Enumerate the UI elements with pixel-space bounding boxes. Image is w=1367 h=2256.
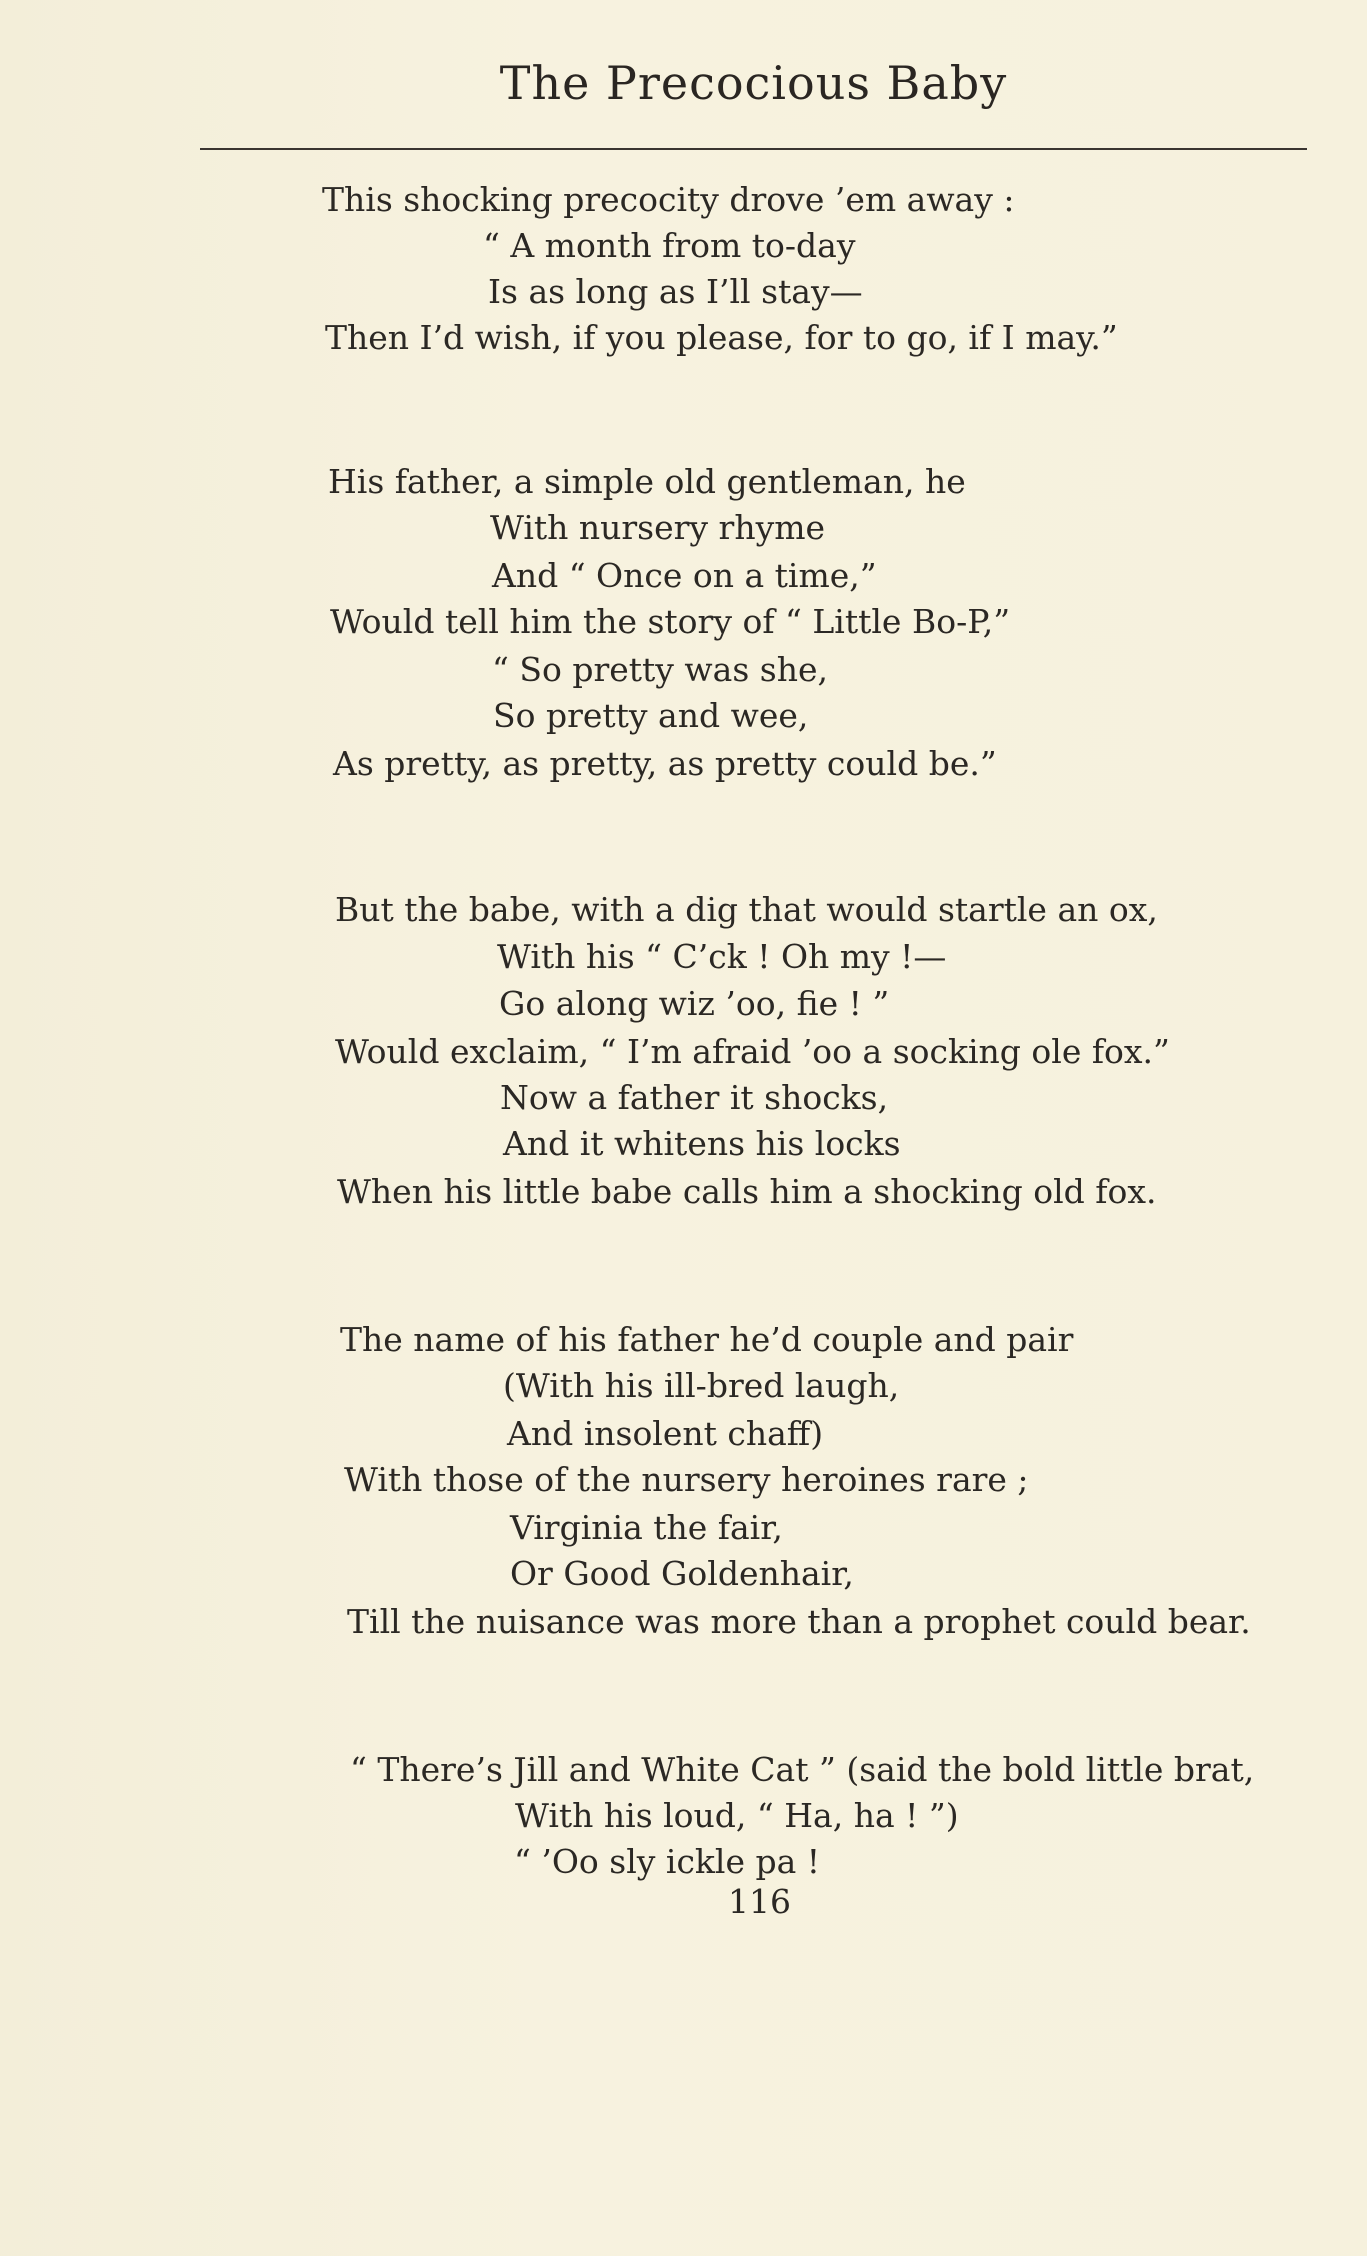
poem-line: Virginia the fair,	[510, 1508, 783, 1547]
poem-line: Or Good Goldenhair,	[510, 1554, 854, 1593]
poem-line: As pretty, as pretty, as pretty could be.”	[333, 744, 997, 783]
poem-line: With his “ C’ck ! Oh my !—	[497, 937, 947, 976]
poem-line: “ There’s Jill and White Cat ” (said the bold little brat,	[350, 1750, 1255, 1789]
poem-line: “ So pretty was she,	[492, 650, 828, 689]
header-rule	[200, 148, 1307, 150]
poem-line: And insolent chaff)	[507, 1414, 824, 1453]
poem-line: And “ Once on a time,”	[492, 556, 877, 595]
poem-line: With his loud, “ Ha, ha ! ”)	[515, 1796, 959, 1835]
poem-line: Go along wiz ’oo, fie ! ”	[499, 984, 890, 1023]
poem-line: “ A month from to-day	[483, 226, 856, 265]
poem-line: When his little babe calls him a shocking old fox.	[337, 1172, 1157, 1211]
poem-line: So pretty and wee,	[493, 696, 809, 735]
poem-line: But the babe, with a dig that would startle an ox,	[335, 890, 1158, 929]
poem-line: With nursery rhyme	[490, 508, 826, 547]
poem-line: And it whitens his locks	[503, 1124, 901, 1163]
poem-line: Now a father it shocks,	[500, 1078, 889, 1117]
poem-line: Would tell him the story of “ Little Bo-P,”	[330, 602, 1011, 641]
page-number: 116	[728, 1882, 791, 1921]
poem-line: This shocking precocity drove ’em away :	[322, 180, 1015, 219]
poem-line: “ ’Oo sly ickle pa !	[514, 1842, 821, 1881]
poem-line: With those of the nursery heroines rare ;	[344, 1460, 1029, 1499]
poem-line: (With his ill-bred laugh,	[503, 1366, 900, 1405]
poem-line: The name of his father he’d couple and pair	[340, 1320, 1074, 1359]
poem-line: Is as long as I’ll stay—	[488, 272, 863, 311]
poem-line: His father, a simple old gentleman, he	[328, 462, 966, 501]
poem-line: Then I’d wish, if you please, for to go, if I may.”	[325, 318, 1118, 357]
running-head: The Precocious Baby	[499, 56, 1008, 110]
poem-line: Would exclaim, “ I’m afraid ’oo a socking ole fox.”	[335, 1032, 1170, 1071]
poem-line: Till the nuisance was more than a prophet could bear.	[347, 1602, 1251, 1641]
